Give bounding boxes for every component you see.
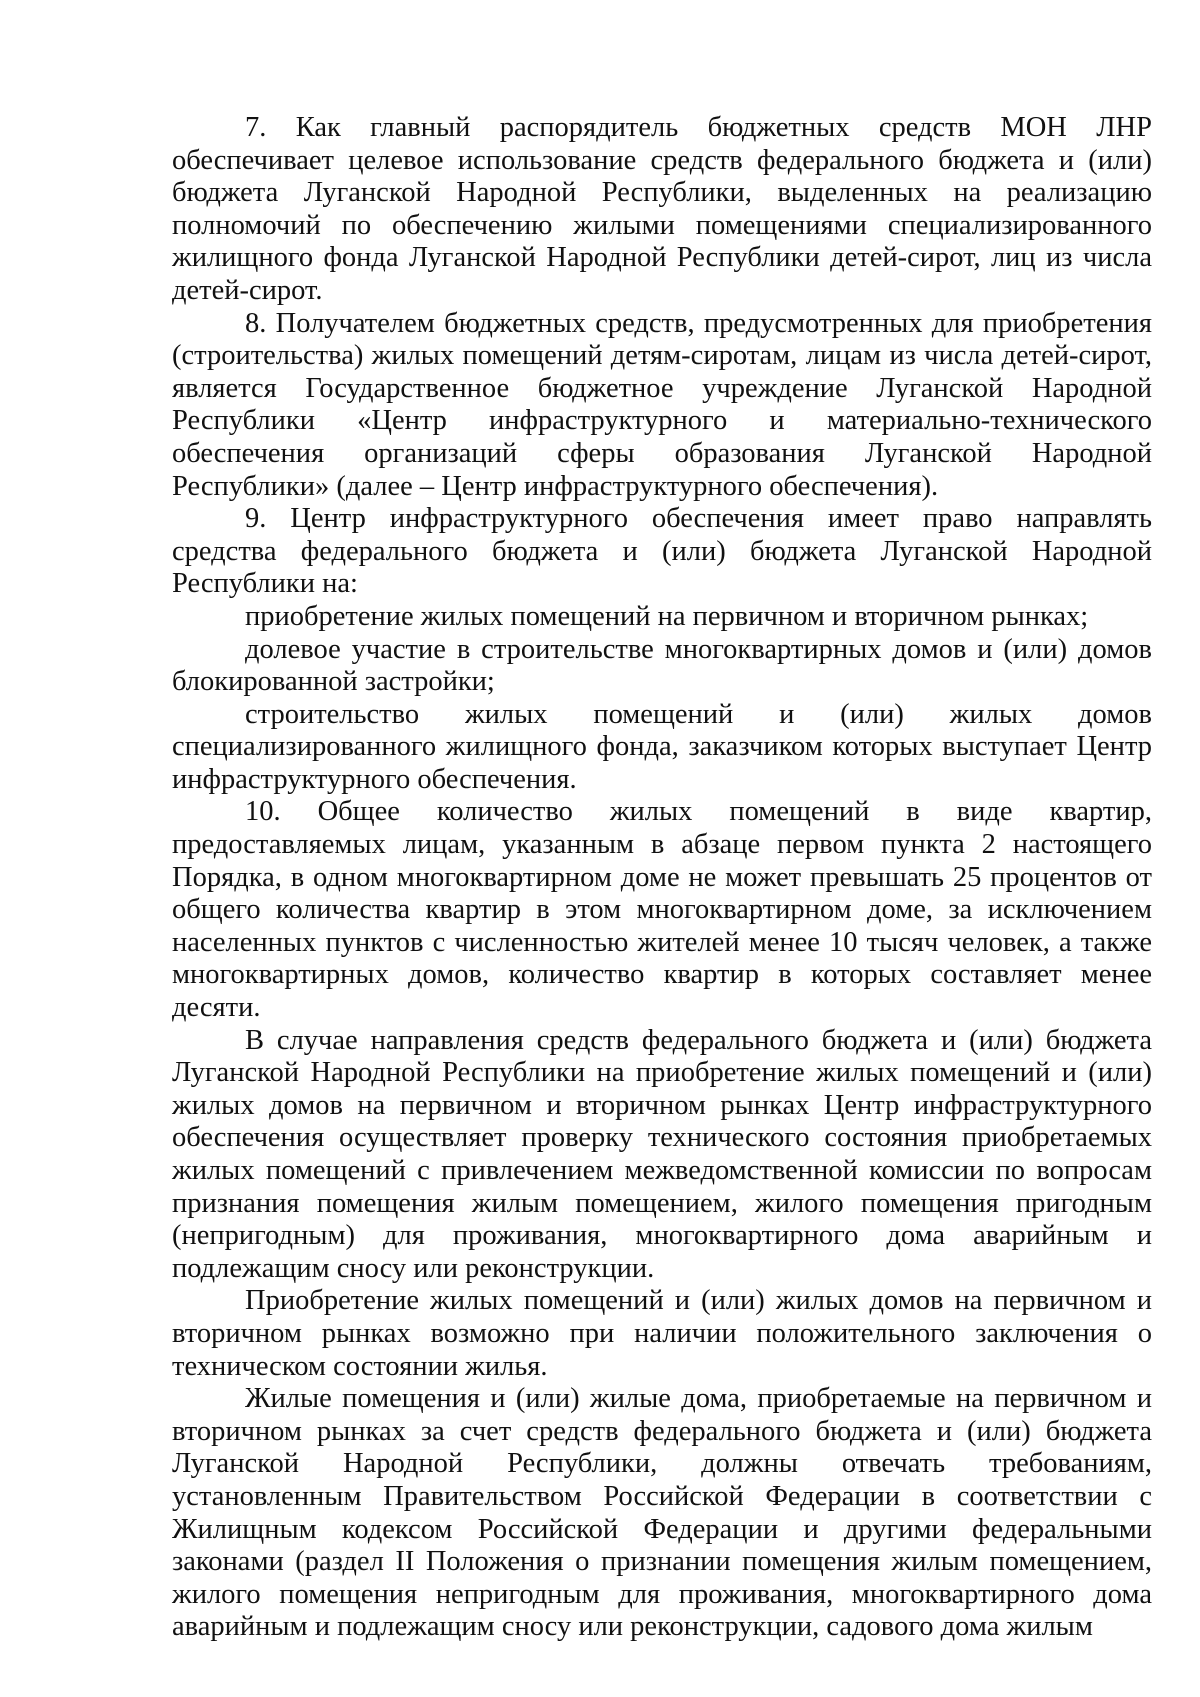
paragraph-9: 9. Центр инфраструктурного обеспечения имеет право направлять средства федерального бюджета и (или) бюджета Луганской Народной Республики на:: [172, 503, 1152, 600]
paragraph-10-requirements: Жилые помещения и (или) жилые дома, приобретаемые на первичном и вторичном рынках за счет средств федерального бюджета и (или) бюджета Луганской Народной Республики, должны отвечать требованиям, установленным Правительством Российской Федерации в соответствии с Жилищным кодексом Российской Федерации и другими федеральными законами (раздел II Положения о признании помещения жилым помещением, жилого помещения непригодным для проживания, многоквартирного дома аварийным и подлежащим сносу или реконструкции, садового дома жилым: [172, 1383, 1152, 1643]
paragraph-8: 8. Получателем бюджетных средств, предусмотренных для приобретения (строительства) жилых помещений детям-сиротам, лицам из числа детей-сирот, является Государственное бюджетное учреждение Луганской Народной Республики «Центр инфраструктурного и материально-технического обеспечения организаций сферы образования Луганской Народной Республики» (далее – Центр инфраструктурного обеспечения).: [172, 307, 1152, 502]
paragraph-9-item-1: приобретение жилых помещений на первичном и вторичном рынках;: [245, 600, 1089, 632]
paragraph-10-inspection: В случае направления средств федерального бюджета и (или) бюджета Луганской Народной Республики на приобретение жилых помещений и (или) жилых домов на первичном и вторичном рынках Центр инфраструктурного обеспечения осуществляет проверку технического состояния приобретаемых жилых помещений с привлечением межведомственной комиссии по вопросам признания помещения жилым помещением, жилого помещения пригодным (непригодным) для проживания, многоквартирного дома аварийным и подлежащим сносу или реконструкции.: [172, 1024, 1152, 1284]
paragraph-10: 10. Общее количество жилых помещений в виде квартир, предоставляемых лицам, указанным в абзаце первом пункта 2 настоящего Порядка, в одном многоквартирном доме не может превышать 25 процентов от общего количества квартир в этом многоквартирном доме, за исключением населенных пунктов с численностью жителей менее 10 тысяч человек, а также многоквартирных домов, количество квартир в которых составляет менее десяти.: [172, 796, 1152, 1024]
paragraph-9-item-3: строительство жилых помещений и (или) жилых домов специализированного жилищного фонда, заказчиком которых выступает Центр инфраструктурного обеспечения.: [172, 698, 1152, 795]
document-body: [172, 112, 1152, 1644]
paragraph-9-item-2: долевое участие в строительстве многоквартирных домов и (или) домов блокированной застройки;: [172, 633, 1152, 698]
paragraph-7: 7. Как главный распорядитель бюджетных средств МОН ЛНР обеспечивает целевое использование средств федерального бюджета и (или) бюджета Луганской Народной Республики, выделенных на реализацию полномочий по обеспечению жилыми помещениями специализированного жилищного фонда Луганской Народной Республики детей-сирот, лиц из числа детей-сирот.: [172, 112, 1152, 306]
paragraph-10-conclusion: Приобретение жилых помещений и (или) жилых домов на первичном и вторичном рынках возможно при наличии положительного заключения о техническом состоянии жилья.: [172, 1285, 1152, 1382]
